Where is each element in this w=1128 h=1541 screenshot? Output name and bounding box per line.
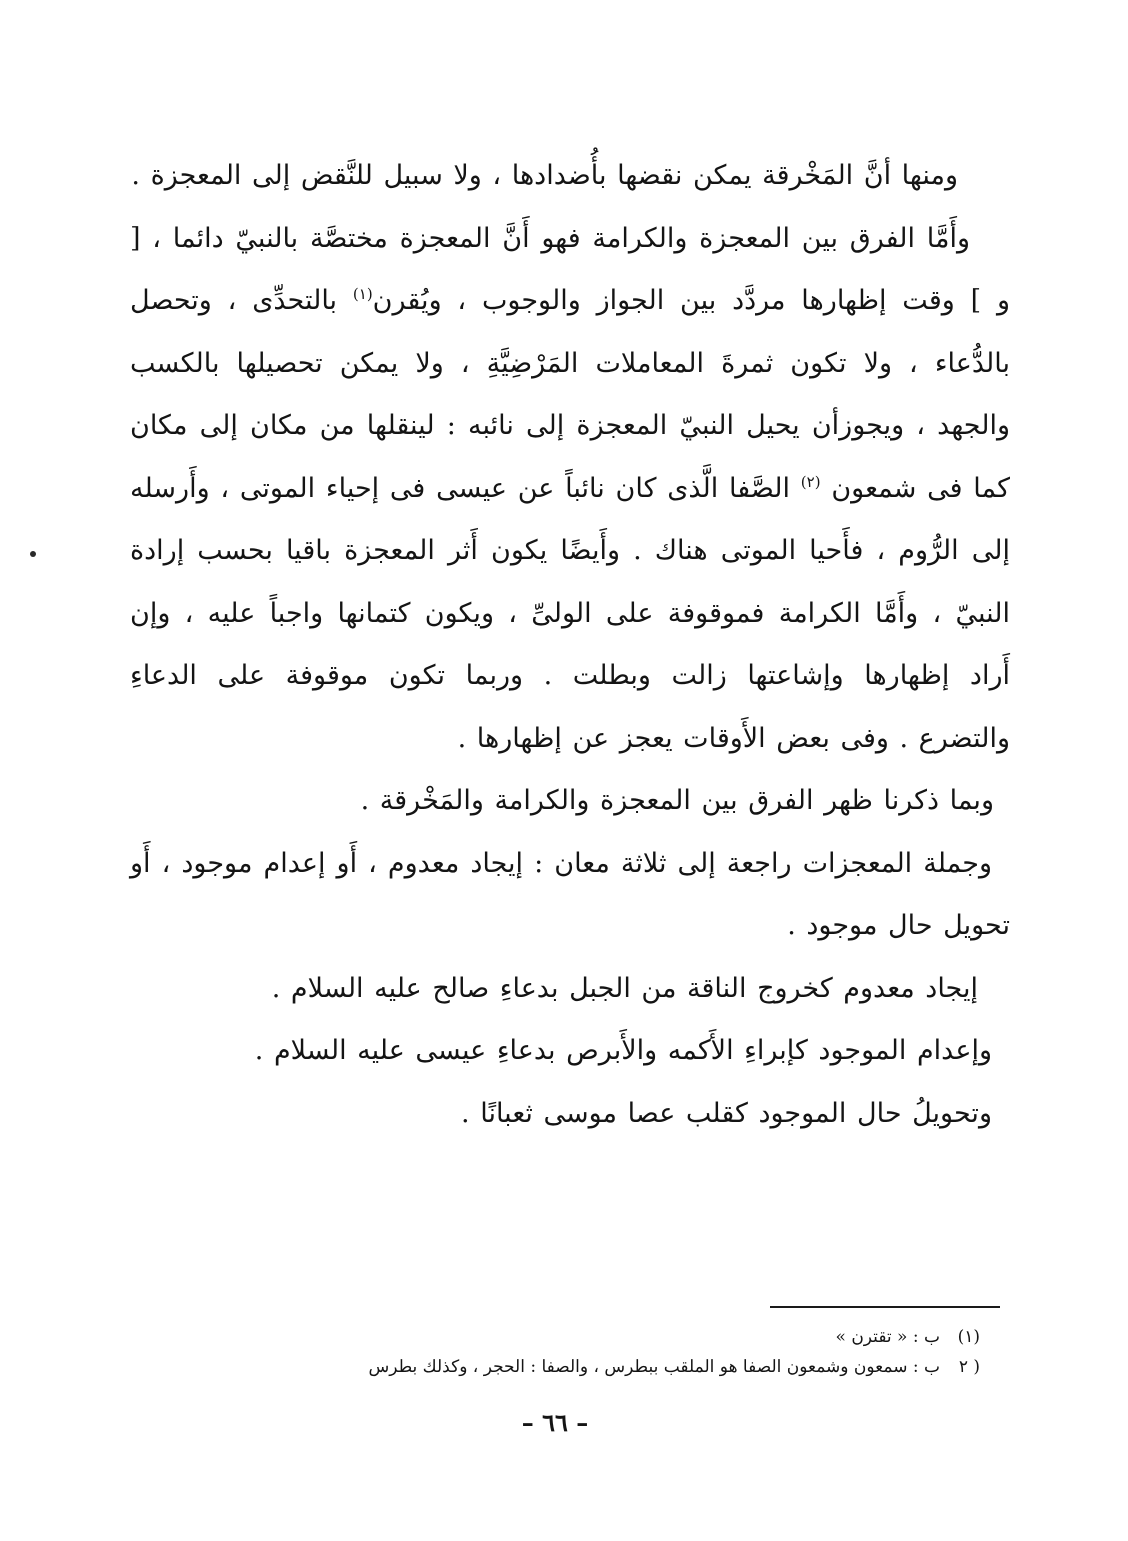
footnote-1 [150, 1322, 980, 1352]
paragraph-annihilation [130, 1020, 1010, 1083]
paragraph-text: الصَّفا الَّذى كان نائباً عن عيسى فى إحياء الموتى ، وأَرسله إلى الرُّوم ، فأَحيا الموتى هناك . وأَيضًا يكون أَثر المعجزة باقيا بحسب إرادة النبيّ ، وأَمَّا الكرامة فموقوفة على الولىِّ ، ويكون كتمانها واجباً عليه ، وإن أَراد إظهارها وإشاعتها زالت وبطلت . وربما تكون موقوفة على الدعاءِ والتضرع . وفى بعض الأَوقات يعجز عن إظهارها . [130, 472, 1010, 754]
paragraph-text: وأَمَّا الفرق بين المعجزة والكرامة فهو أَنَّ المعجزة مختصَّة بالنبيّ دائما ، [ و ] وقت إظهارها مردَّد بين الجواز والوجوب ، ويُقرن [130, 222, 1010, 316]
footnote-marker-2: (٢) [800, 472, 821, 491]
paragraph-text: وتحويلُ حال الموجود كقلب عصا موسى ثعبانًا . [461, 1097, 992, 1129]
footnote-separator [770, 1306, 1000, 1308]
footnote-text: ب : سمعون وشمعون الصفا هو الملقب ببطرس ، والصفا : الحجر ، وكذلك بطرس [368, 1357, 940, 1377]
paragraph-creation [130, 958, 1010, 1021]
main-text [130, 145, 1010, 1145]
footnote-2 [150, 1352, 980, 1382]
paragraph-text: إيجاد معدوم كخروج الناقة من الجبل بدعاءِ صالح عليه السلام . [271, 972, 978, 1004]
paragraph-makhraqa [130, 145, 1010, 208]
paragraph-transformation [130, 1083, 1010, 1146]
paragraph-three-meanings [130, 833, 1010, 958]
paragraph-text: وإعدام الموجود كإبراءِ الأَكمه والأَبرص بدعاءِ عيسى عليه السلام . [254, 1035, 992, 1066]
footnote-number: (١) [957, 1327, 980, 1347]
paragraph-text: بالتحدِّى ، وتحصل بالدُّعاء ، ولا تكون ثمرةَ المعاملات المَرْضِيَّةِ ، ولا يمكن تحصيلها بالكسب والجهد ، ويجوزأن يحيل النبيّ المعجزة إلى نائبه : لينقلها من مكان إلى مكان كما فى شمعون [130, 285, 1011, 504]
page-number: – ٦٦ – [521, 1408, 589, 1437]
paragraph-text: وبما ذكرنا ظهر الفرق بين المعجزة والكرامة والمَخْرقة . [360, 785, 994, 816]
footnote-marker-1: (١) [352, 285, 373, 303]
paragraph-text: وجملة المعجزات راجعة إلى ثلاثة معان : إيجاد معدوم ، أَو إعدام موجود ، أَو تحويل حال موجود . [130, 847, 1010, 941]
footnotes [150, 1322, 980, 1382]
paragraph-difference [130, 208, 1010, 771]
footnote-number: ( ٢ [958, 1357, 980, 1377]
paragraph-text: ومنها أنَّ المَخْرقة يمكن نقضها بأُضدادها ، ولا سبيل للنَّقض إلى المعجزة . [131, 160, 958, 191]
paragraph-summary [130, 770, 1010, 833]
footnote-text: ب : « تقترن » [835, 1327, 940, 1347]
margin-mark [30, 551, 36, 557]
